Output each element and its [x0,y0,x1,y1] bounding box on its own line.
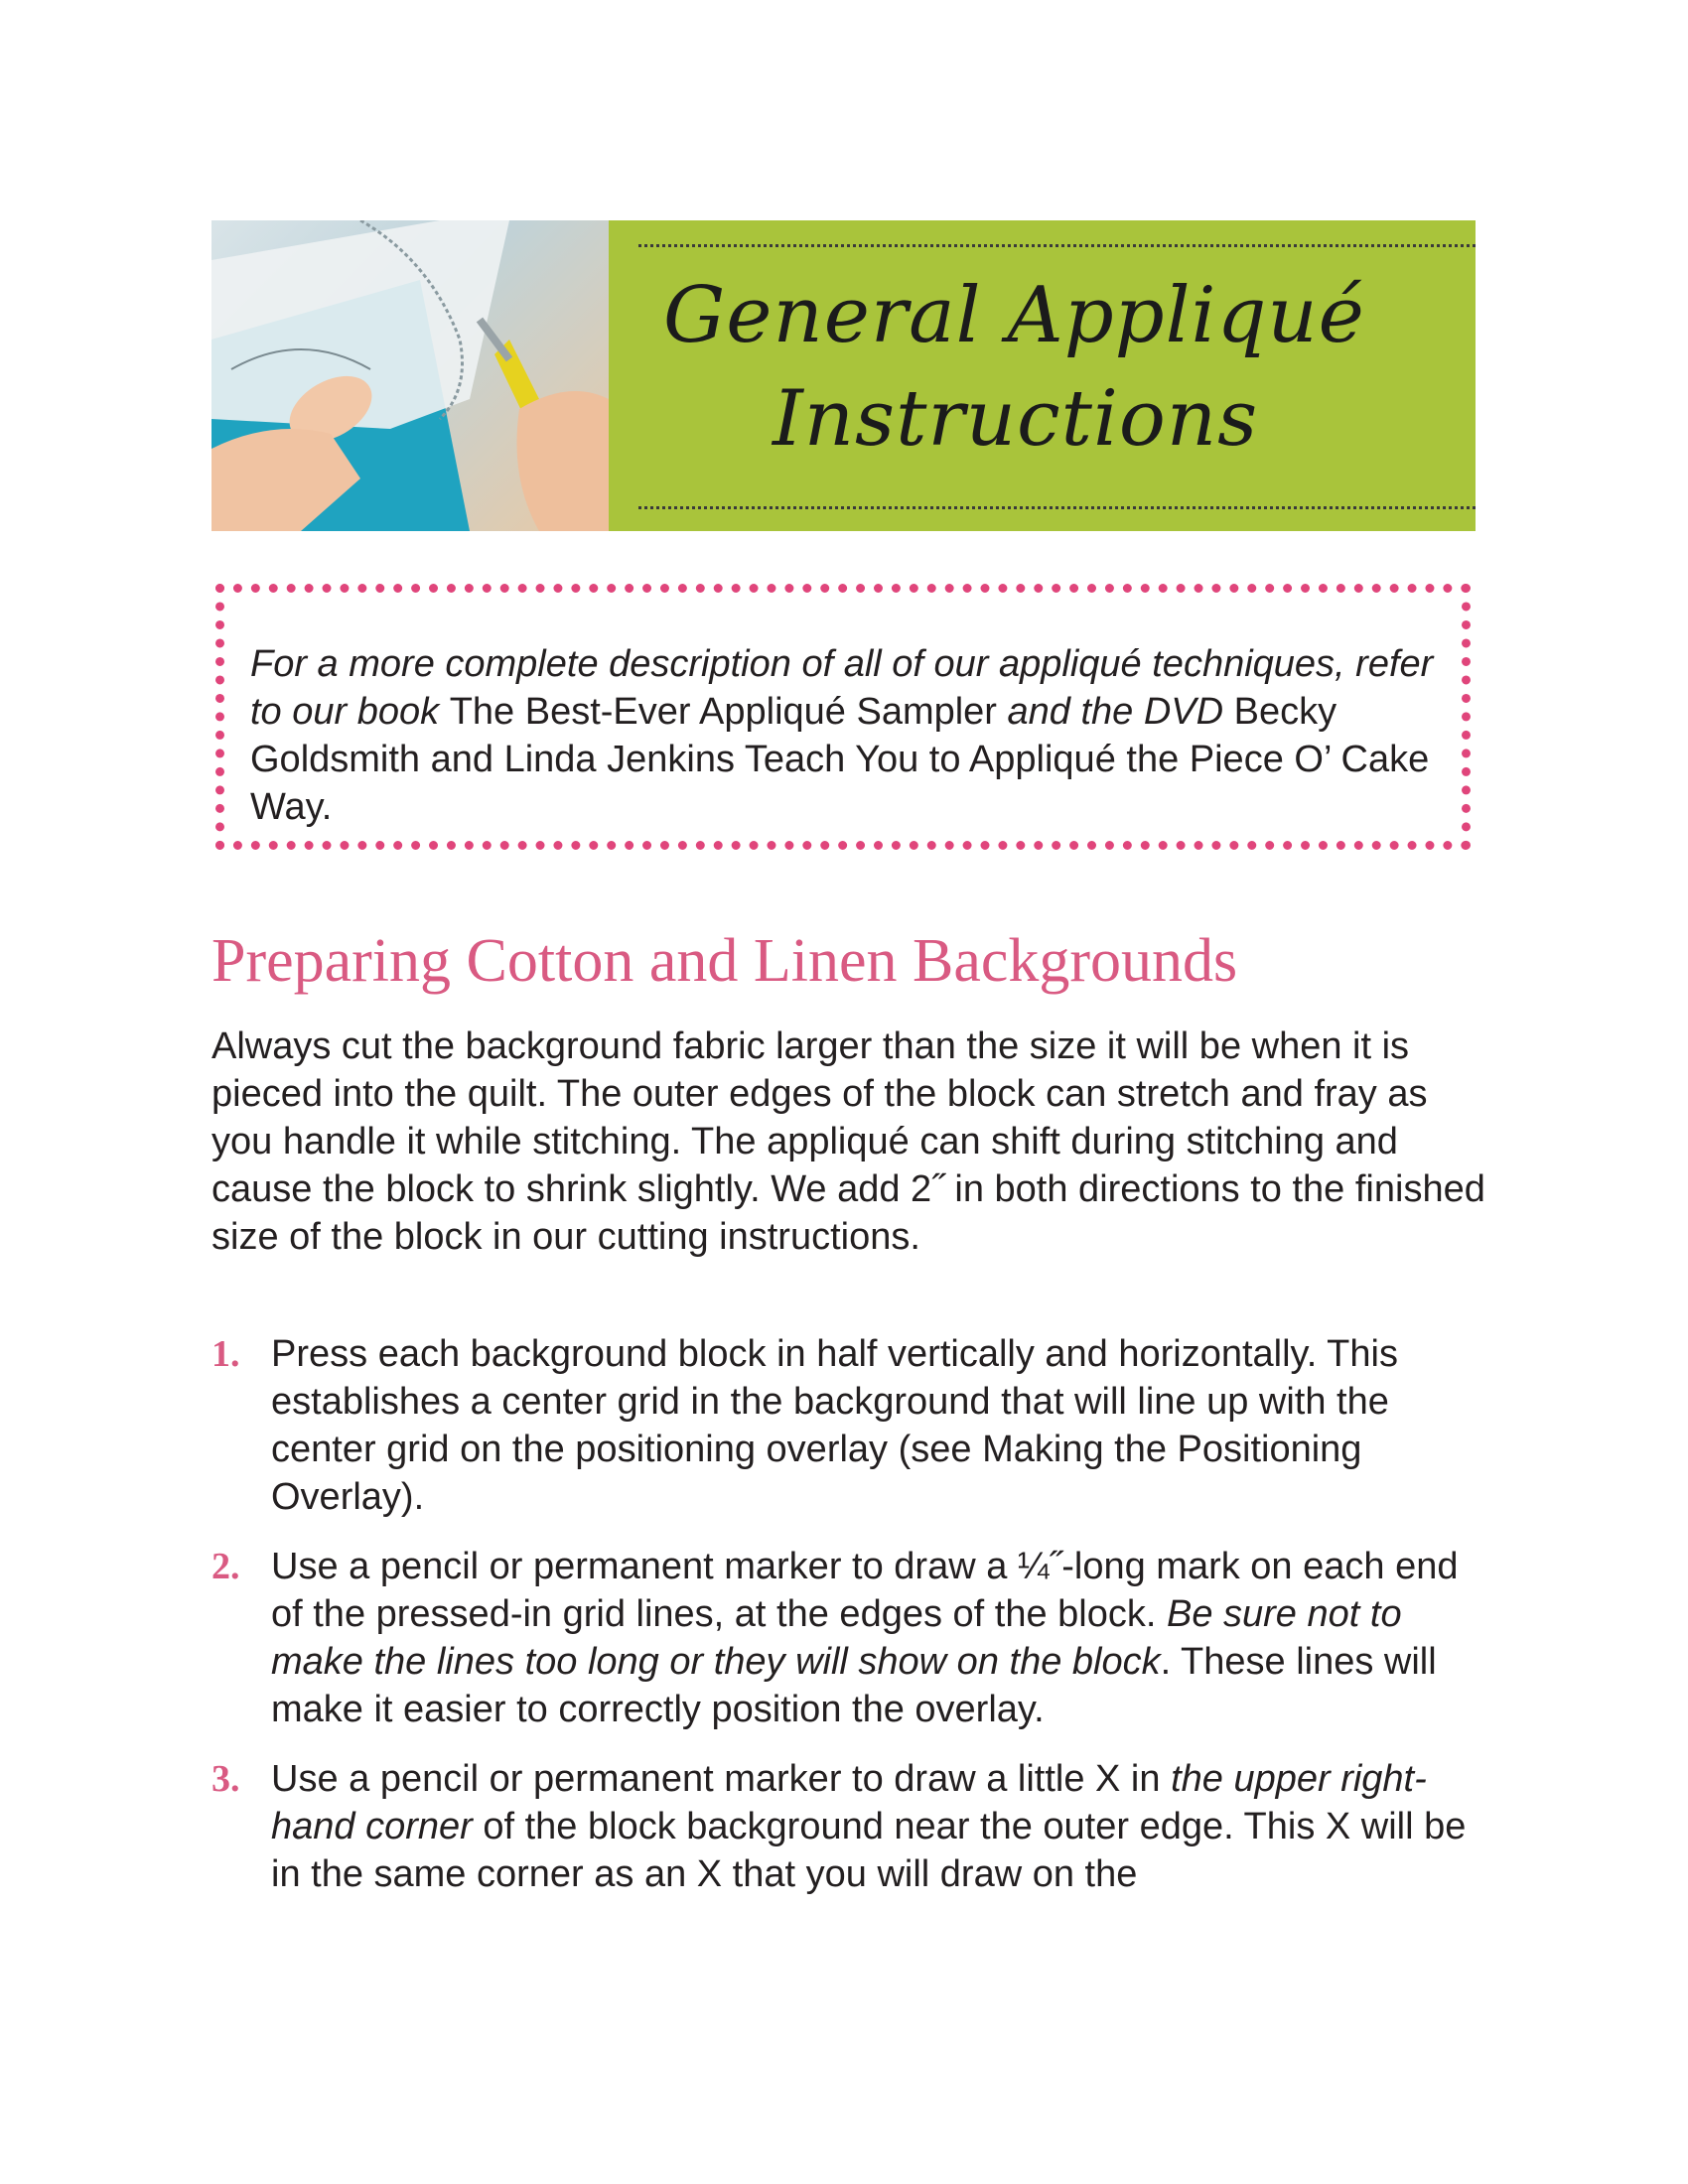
step-text-b: . These lines will make it easier to correctly position the overlay. [271,1641,1437,1730]
step-item [211,1543,1492,1733]
reference-note-box [215,584,1471,850]
note-part1: For a more complete description of all of our appliqué techniques, refer to our book [250,643,1434,733]
intro-paragraph: Always cut the background fabric larger than the size it will be when it is pieced into the quilt. The outer edges of the block can stretch and fray as you handle it while stitching. The appliqué can shift during stitching and cause the block to shrink slightly. We add 2˝ in both directions to the finished size of the block in our cutting instructions. [211,1025,1485,1258]
step-item [211,1755,1492,1898]
page-title [653,264,1448,471]
steps-list [211,1330,1492,1920]
hands-scissors-illustration [211,220,609,531]
note-book-title: The Best-Ever Appliqué Sampler [449,691,997,733]
step-text-a: Use a pencil or permanent marker to draw a ¼˝-long mark on each end of the pressed-in grid lines, at the edges of the block. [271,1546,1459,1635]
step-number: 1. [211,1333,240,1375]
step-text-a: Use a pencil or permanent marker to draw a little X in [271,1758,1172,1800]
step-item [211,1330,1492,1521]
page-title-line1: General Appliqué [663,271,1365,360]
header-banner [211,220,1476,531]
note-part3: . [321,786,333,828]
banner-title-panel [609,220,1476,531]
step-number: 3. [211,1758,240,1800]
applique-photo [211,220,609,531]
reference-note-text [250,640,1438,831]
page-title-line2: Instructions [773,374,1259,464]
step-text-emphasis: the upper right-hand corner [271,1758,1427,1847]
note-dvd-title: Becky Goldsmith and Linda Jenkins Teach You to Appliqué the Piece O’ Cake Way [250,691,1430,828]
step-text: Press each background block in half vertically and horizontally. This establishes a center grid in the background that will line up with the center grid on the positioning overlay (see Making the Positioning Overlay). [271,1333,1398,1518]
note-part2: and the DVD [996,691,1234,733]
step-number: 2. [211,1546,240,1587]
step-text-b: of the block background near the outer edge. This X will be in the same corner as an X that you will draw on the [271,1806,1467,1895]
dotted-rule-bottom [638,506,1476,509]
dotted-rule-top [638,244,1476,247]
step-text-emphasis: Be sure not to make the lines too long or they will show on the block [271,1593,1402,1683]
section-heading: Preparing Cotton and Linen Backgrounds [211,927,1238,995]
